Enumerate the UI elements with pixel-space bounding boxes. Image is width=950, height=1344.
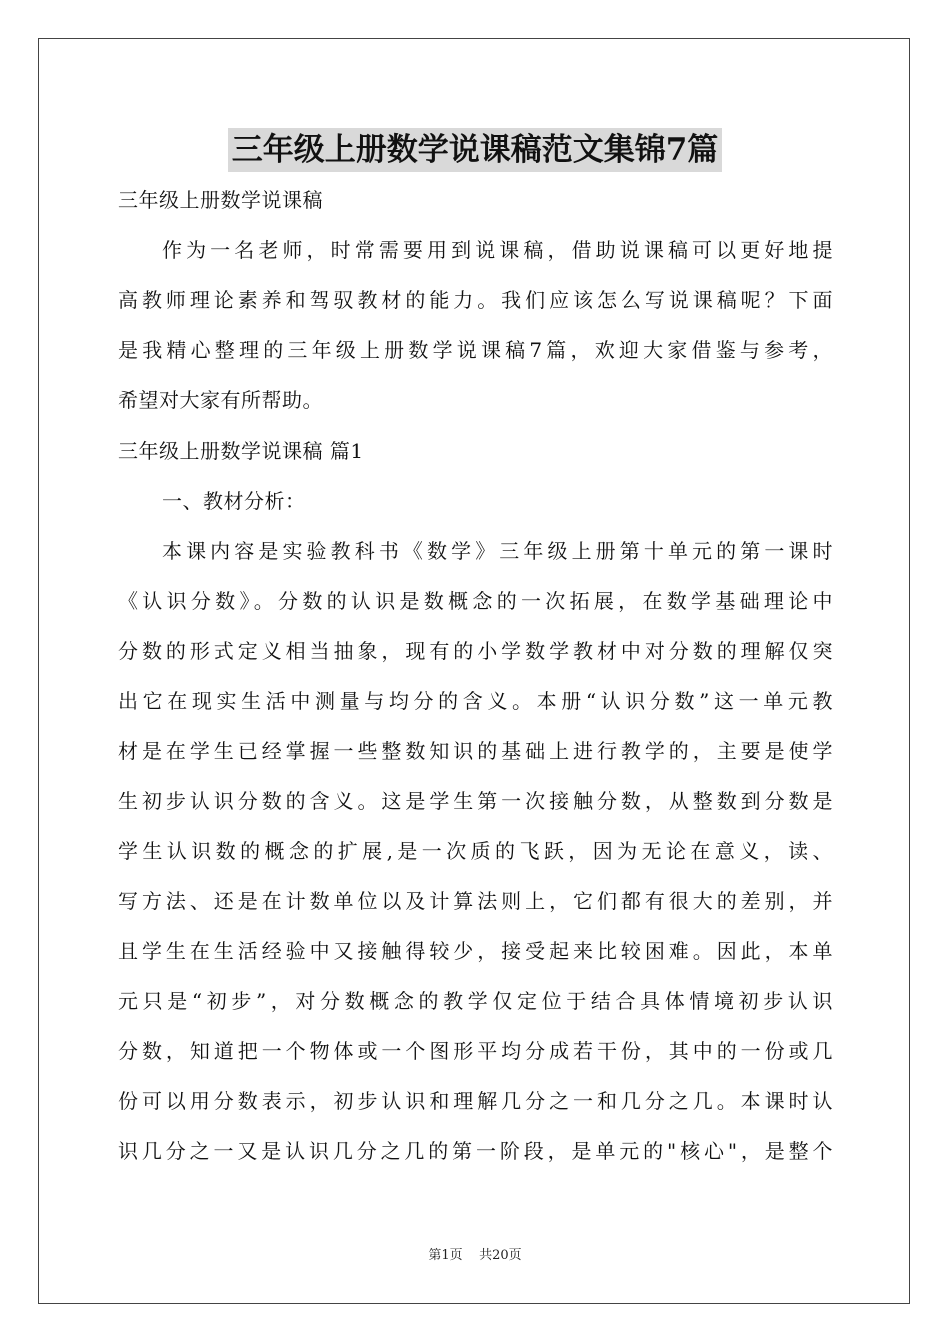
body-line: 分数，知道把一个物体或一个图形平均分成若干份，其中的一份或几 xyxy=(118,1039,833,1063)
body-line: 元只是“初步”，对分数概念的教学仅定位于结合具体情境初步认识 xyxy=(118,989,833,1013)
page-footer xyxy=(0,1244,950,1263)
sub-heading: 一、教材分析： xyxy=(162,489,306,513)
intro-line: 是我精心整理的三年级上册数学说课稿7篇，欢迎大家借鉴与参考， xyxy=(118,338,833,362)
body-line: 材是在学生已经掌握一些整数知识的基础上进行教学的，主要是使学 xyxy=(118,739,833,763)
body-line: 识几分之一又是认识几分之几的第一阶段，是单元的"核心"，是整个 xyxy=(118,1139,833,1163)
intro-line: 高教师理论素养和驾驭教材的能力。我们应该怎么写说课稿呢？下面 xyxy=(118,288,833,312)
body-line: 且学生在生活经验中又接触得较少，接受起来比较困难。因此，本单 xyxy=(118,939,833,963)
body-line: 学生认识数的概念的扩展,是一次质的飞跃，因为无论在意义，读、 xyxy=(118,839,833,863)
document-title: 三年级上册数学说课稿范文集锦7篇 xyxy=(228,128,723,172)
section-heading: 三年级上册数学说课稿 篇1 xyxy=(118,439,364,463)
body-line: 出它在现实生活中测量与均分的含义。本册“认识分数”这一单元教 xyxy=(118,689,833,713)
body-line: 份可以用分数表示，初步认识和理解几分之一和几分之几。本课时认 xyxy=(118,1089,833,1113)
page-total: 共20页 xyxy=(479,1248,522,1263)
intro-line: 希望对大家有所帮助。 xyxy=(118,388,323,412)
intro-line: 作为一名老师，时常需要用到说课稿，借助说课稿可以更好地提 xyxy=(162,238,833,262)
page-number: 第1页 xyxy=(428,1248,463,1263)
body-line: 《认识分数》。分数的认识是数概念的一次拓展，在数学基础理论中 xyxy=(118,589,833,613)
body-line: 写方法、还是在计数单位以及计算法则上，它们都有很大的差别，并 xyxy=(118,889,833,913)
document-subtitle: 三年级上册数学说课稿 xyxy=(118,188,323,212)
body-line: 分数的形式定义相当抽象，现有的小学数学教材中对分数的理解仅突 xyxy=(118,639,833,663)
body-line: 生初步认识分数的含义。这是学生第一次接触分数，从整数到分数是 xyxy=(118,789,833,813)
body-line: 本课内容是实验教科书《数学》三年级上册第十单元的第一课时 xyxy=(162,539,833,563)
title-container xyxy=(0,128,950,172)
